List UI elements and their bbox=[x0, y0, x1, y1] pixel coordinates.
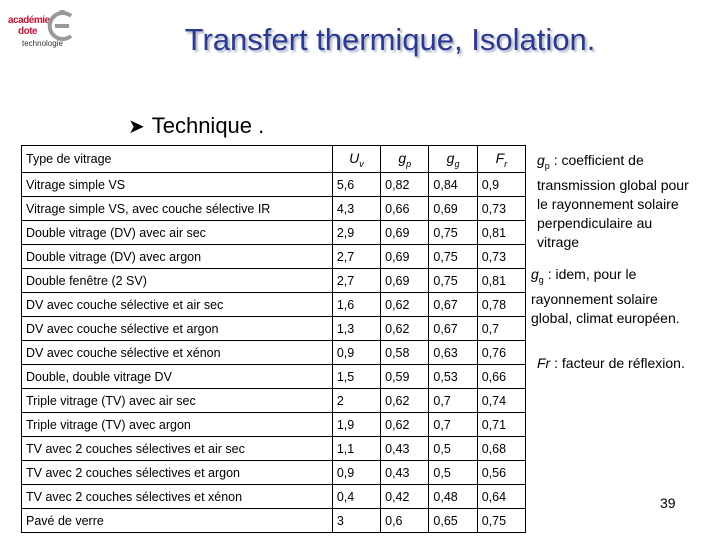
row-value: 0,74 bbox=[477, 389, 525, 413]
row-label: Double, double vitrage DV bbox=[22, 365, 333, 389]
note-gp-line: vitrage bbox=[537, 233, 580, 250]
row-value: 1,3 bbox=[332, 317, 380, 341]
row-value: 0,56 bbox=[477, 461, 525, 485]
note-gp bbox=[537, 151, 689, 252]
row-value: 2,9 bbox=[332, 221, 380, 245]
note-fr bbox=[537, 354, 685, 373]
row-value: 0,7 bbox=[477, 317, 525, 341]
logo-line3: technologie bbox=[22, 39, 63, 48]
row-label: DV avec couche sélective et air sec bbox=[22, 293, 333, 317]
table-row bbox=[22, 269, 526, 293]
row-value: 0,75 bbox=[477, 509, 525, 533]
row-value: 0,62 bbox=[381, 293, 429, 317]
row-value: 0,69 bbox=[381, 245, 429, 269]
row-value: 0,69 bbox=[381, 269, 429, 293]
table-row bbox=[22, 197, 526, 221]
row-value: 0,42 bbox=[381, 485, 429, 509]
table-row bbox=[22, 437, 526, 461]
row-value: 0,62 bbox=[381, 389, 429, 413]
row-value: 0,48 bbox=[429, 485, 477, 509]
row-label: Double vitrage (DV) avec argon bbox=[22, 245, 333, 269]
row-value: 0,67 bbox=[429, 293, 477, 317]
table-row bbox=[22, 221, 526, 245]
row-label: Double vitrage (DV) avec air sec bbox=[22, 221, 333, 245]
row-label: Vitrage simple VS bbox=[22, 173, 333, 197]
row-value: 0,71 bbox=[477, 413, 525, 437]
row-value: 0,64 bbox=[477, 485, 525, 509]
row-value: 0,78 bbox=[477, 293, 525, 317]
row-value: 0,84 bbox=[429, 173, 477, 197]
row-value: 0,5 bbox=[429, 437, 477, 461]
note-gp-line: : coefficient de bbox=[549, 152, 644, 168]
note-gg-line: rayonnement solaire bbox=[531, 290, 658, 307]
table-row bbox=[22, 365, 526, 389]
row-value: 0,62 bbox=[381, 413, 429, 437]
row-value: 3 bbox=[332, 509, 380, 533]
header-symbol: $U_v$ bbox=[332, 146, 380, 173]
row-label: Vitrage simple VS, avec couche sélective IR bbox=[22, 197, 333, 221]
table-row bbox=[22, 245, 526, 269]
row-value: 0,73 bbox=[477, 245, 525, 269]
arrow-bullet-icon: ➤ bbox=[128, 116, 145, 138]
table-row bbox=[22, 461, 526, 485]
row-label: Pavé de verre bbox=[22, 509, 333, 533]
section-heading-text: Technique . bbox=[151, 113, 265, 138]
header-symbol: $F_r$ bbox=[477, 146, 525, 173]
row-value: 0,5 bbox=[429, 461, 477, 485]
table-header-row bbox=[22, 146, 526, 173]
row-value: 0,69 bbox=[381, 221, 429, 245]
row-value: 4,3 bbox=[332, 197, 380, 221]
table-row bbox=[22, 317, 526, 341]
row-value: 0,81 bbox=[477, 269, 525, 293]
table-row bbox=[22, 509, 526, 533]
row-value: 0,59 bbox=[381, 365, 429, 389]
row-value: 1,6 bbox=[332, 293, 380, 317]
row-value: 0,62 bbox=[381, 317, 429, 341]
logo-e-icon bbox=[46, 10, 76, 42]
logo-line1: académie bbox=[8, 15, 50, 26]
row-value: 0,63 bbox=[429, 341, 477, 365]
note-gg bbox=[531, 265, 680, 328]
table-row bbox=[22, 293, 526, 317]
row-label: Triple vitrage (TV) avec air sec bbox=[22, 389, 333, 413]
row-label: DV avec couche sélective et argon bbox=[22, 317, 333, 341]
note-gp-line: le rayonnement solaire bbox=[537, 195, 679, 212]
row-value: 2,7 bbox=[332, 269, 380, 293]
row-value: 0,81 bbox=[477, 221, 525, 245]
row-value: 0,7 bbox=[429, 413, 477, 437]
logo-line2: dote bbox=[18, 26, 38, 37]
row-value: 0,9 bbox=[332, 461, 380, 485]
row-value: 0,7 bbox=[429, 389, 477, 413]
row-value: 0,65 bbox=[429, 509, 477, 533]
row-value: 1,5 bbox=[332, 365, 380, 389]
note-gg-symbol: $g_g$ bbox=[531, 266, 544, 285]
note-gp-symbol: $g_p$ bbox=[537, 152, 550, 171]
note-gg-line: : idem, pour le bbox=[543, 266, 637, 282]
row-value: 0,73 bbox=[477, 197, 525, 221]
page-number: 39 bbox=[660, 495, 676, 511]
row-value: 0,69 bbox=[429, 197, 477, 221]
row-value: 0,9 bbox=[477, 173, 525, 197]
table-row bbox=[22, 341, 526, 365]
row-label: TV avec 2 couches sélectives et xénon bbox=[22, 485, 333, 509]
row-value: 0,76 bbox=[477, 341, 525, 365]
academie-logo bbox=[8, 10, 74, 54]
header-symbol: $g_p$ bbox=[381, 146, 429, 173]
table-row bbox=[22, 485, 526, 509]
row-value: 2 bbox=[332, 389, 380, 413]
header-symbol: $g_g$ bbox=[429, 146, 477, 173]
note-gg-line: global, climat européen. bbox=[531, 309, 680, 326]
table-row bbox=[22, 173, 526, 197]
row-value: 0,67 bbox=[429, 317, 477, 341]
row-value: 1,1 bbox=[332, 437, 380, 461]
row-value: 0,82 bbox=[381, 173, 429, 197]
row-value: 5,6 bbox=[332, 173, 380, 197]
note-gp-line: transmission global pour bbox=[537, 176, 689, 193]
row-value: 0,9 bbox=[332, 341, 380, 365]
note-fr-symbol: Fr bbox=[537, 355, 551, 371]
row-label: TV avec 2 couches sélectives et argon bbox=[22, 461, 333, 485]
header-type-label: Type de vitrage bbox=[22, 146, 333, 173]
row-value: 0,43 bbox=[381, 437, 429, 461]
row-value: 0,4 bbox=[332, 485, 380, 509]
row-value: 0,66 bbox=[381, 197, 429, 221]
row-value: 0,75 bbox=[429, 221, 477, 245]
row-label: TV avec 2 couches sélectives et air sec bbox=[22, 437, 333, 461]
row-value: 0,43 bbox=[381, 461, 429, 485]
note-fr-text: : facteur de réflexion. bbox=[550, 355, 685, 371]
note-gp-line: perpendiculaire au bbox=[537, 214, 653, 231]
slide-title: Transfert thermique, Isolation. bbox=[184, 22, 596, 57]
row-label: DV avec couche sélective et xénon bbox=[22, 341, 333, 365]
table-row bbox=[22, 389, 526, 413]
row-value: 2,7 bbox=[332, 245, 380, 269]
section-heading bbox=[128, 113, 264, 139]
row-value: 0,68 bbox=[477, 437, 525, 461]
row-value: 0,75 bbox=[429, 269, 477, 293]
row-value: 1,9 bbox=[332, 413, 380, 437]
glazing-table bbox=[21, 145, 526, 533]
row-value: 0,6 bbox=[381, 509, 429, 533]
row-label: Triple vitrage (TV) avec argon bbox=[22, 413, 333, 437]
row-value: 0,58 bbox=[381, 341, 429, 365]
row-value: 0,66 bbox=[477, 365, 525, 389]
row-label: Double fenêtre (2 SV) bbox=[22, 269, 333, 293]
row-value: 0,75 bbox=[429, 245, 477, 269]
table-row bbox=[22, 413, 526, 437]
row-value: 0,53 bbox=[429, 365, 477, 389]
